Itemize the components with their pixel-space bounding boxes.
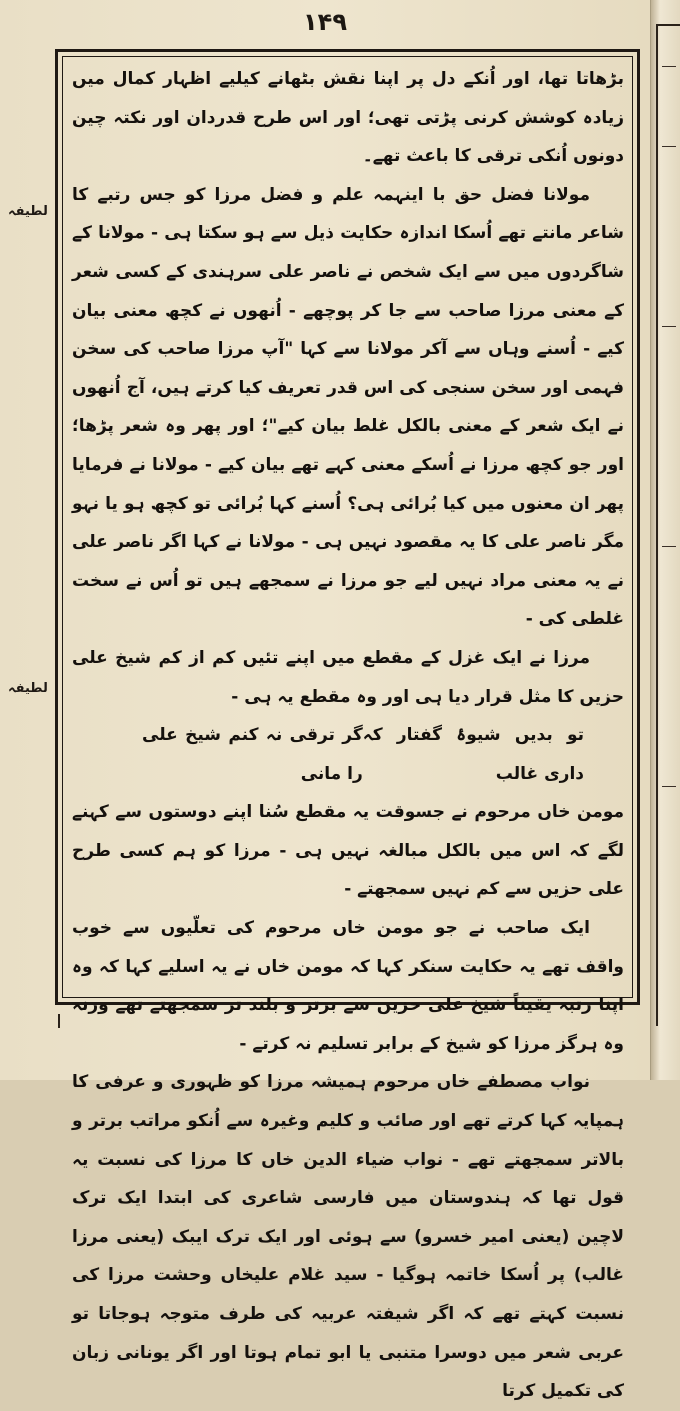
corner-mark bbox=[58, 1014, 60, 1028]
paragraph: نواب مصطفے خاں مرحوم ہمیشہ مرزا کو ظہوری و عرفی کا ہمپایہ کہا کرتے تھے اور صائب و کلیم وغیرہ سے اُنکو مراتب برتر و بالاتر سمجھتے تھے - نواب ضیاء الدین خاں کا مرزا کی نسبت یہ قول تھا کہ ہندوستان میں فارسی شاعری کی ابتدا ایک ترک لاچین (یعنی امیر خسرو) سے ہوئی اور ایک ترک ایبک (یعنی مرزا غالب) پر اُسکا خاتمہ ہوگیا - سید غلام علیخاں وحشت مرزا کی نسبت کہتے تھے کہ اگر شیفتہ عربیہ کی طرف متوجہ ہوجاتا تو عربی شعر میں دوسرا متنبی یا ابو تمام ہوتا اور اگر یونانی زبان کی تکمیل کرتا bbox=[72, 1072, 624, 1402]
paragraph: بڑھاتا تھا، اور اُنکے دل پر اپنا نقش بٹھانے کیلیے اظہار کمال میں زیادہ کوشش کرنی پڑتی تھی؛ اور اس طرح قدردان اور نکتہ چین دونوں اُنکی ترقی کا باعث تھے۔ bbox=[72, 69, 624, 167]
margin-label: لطیفہ bbox=[8, 681, 48, 696]
verse bbox=[72, 716, 624, 793]
facing-page-edge bbox=[656, 24, 680, 1026]
paragraph: مومن خاں مرحوم نے جسوقت یہ مقطع سُنا اپنے دوستوں سے کہنے لگے کہ اس میں بالکل مبالغہ نہیں ہی - مرزا کو ہم کسی طرح علی حزیں سے کم نہیں سمجھتے - bbox=[72, 802, 624, 900]
paragraph: ایک صاحب نے جو مومن خاں مرحوم کی تعلّیوں سے خوب واقف تھے یہ حکایت سنکر کہا کہ مومن خاں نے یہ اسلیے کہا کہ وہ اپنا رتبہ یقیناً شیخ علی حزیں سے برتر و بلند تر سمجھتے تھے ورنہ وہ ہرگز مرزا کو شیخ کے برابر تسلیم نہ کرتے - bbox=[72, 918, 624, 1054]
margin-label: لطیفہ bbox=[8, 204, 48, 219]
paragraph: مرزا نے ایک غزل کے مقطع میں اپنے تئیں کم از کم شیخ علی حزیں کا مثل قرار دیا ہی اور وہ مقطع یہ ہی - bbox=[72, 647, 624, 707]
page-text bbox=[72, 60, 624, 1402]
verse-first-hemistich: تو بدیں شیوۂ گفتار کہ داری غالب bbox=[362, 725, 584, 784]
paragraph: مولانا فضل حق با اینہمہ علم و فضل مرزا کو جس رتبے کا شاعر مانتے تھے اُسکا اندازہ حکایت ذیل سے ہو سکتا ہی - مولانا کے شاگردوں میں سے ایک شخص نے ناصر علی سرہندی کے کسی شعر کے معنی مرزا صاحب سے جا کر پوچھے - اُنھوں نے کچھ معنی بیان کیے - اُسنے وہاں سے آکر مولانا سے کہا "آپ مرزا صاحب کی سخن فہمی اور سخن سنجی کی اس قدر تعریف کیا کرتے ہیں، آج اُنھوں نے ایک شعر کے معنی بالکل غلط بیان کیے"؛ اور پھر وہ شعر پڑھا؛ اور جو کچھ مرزا نے اُسکے معنی کہے تھے بیان کیے - مولانا نے فرمایا پھر ان معنوں میں کیا بُرائی ہی؟ اُسنے کہا بُرائی تو کچھ ہو یا نہو مگر ناصر علی کا یہ مقصود نہیں ہی - مولانا نے کہا اگر ناصر علی نے یہ معنی مراد نہیں لیے جو مرزا نے سمجھے ہیں تو اُس نے سخت غلطی کی - bbox=[72, 184, 624, 630]
page-number: ۱۴۹ bbox=[303, 8, 347, 36]
verse-second-hemistich: گر ترقی نہ کنم شیخ علی را مانی bbox=[142, 725, 363, 784]
